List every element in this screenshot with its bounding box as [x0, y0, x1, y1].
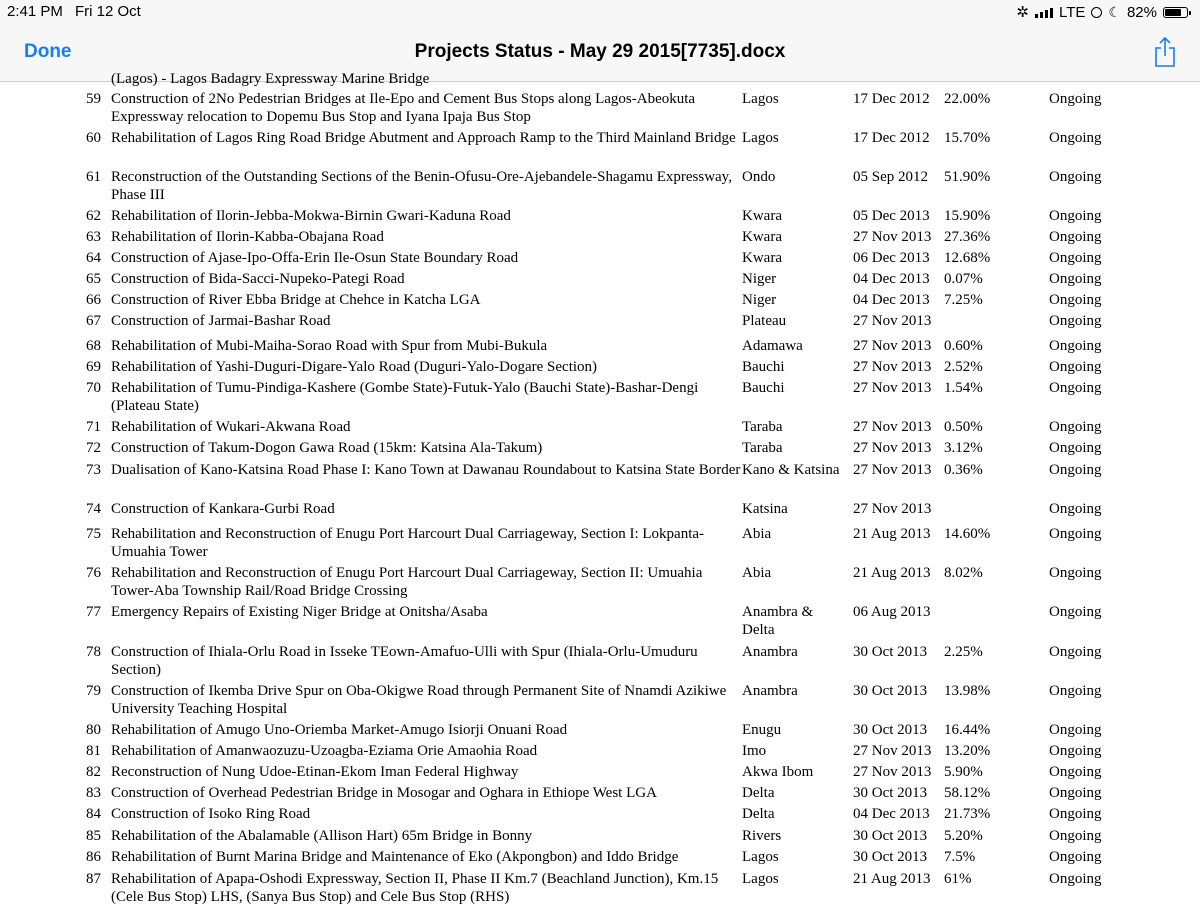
award-date: 27 Nov 2013	[853, 313, 932, 329]
completion-percent: 13.98%	[944, 683, 991, 699]
award-date: 27 Nov 2013	[853, 229, 932, 245]
award-date: 30 Oct 2013	[853, 644, 928, 660]
award-date: 04 Dec 2013	[853, 271, 930, 287]
row-number: 86	[86, 849, 101, 865]
project-description: Rehabilitation of Tumu-Pindiga-Kashere (Gombe State)-Futuk-Yalo (Bauchi State)-Bashar-Dengi (Plateau State)	[111, 380, 699, 414]
project-status: Ongoing	[1049, 462, 1102, 478]
row-number: 71	[86, 419, 101, 435]
project-status: Ongoing	[1049, 229, 1102, 245]
project-status: Ongoing	[1049, 501, 1102, 517]
completion-percent: 51.90%	[944, 169, 991, 185]
row-number: 74	[86, 501, 101, 517]
project-description: Emergency Repairs of Existing Niger Bridge at Onitsha/Asaba	[111, 604, 488, 620]
project-state: Lagos	[742, 130, 779, 146]
award-date: 06 Aug 2013	[853, 604, 931, 620]
project-state: Taraba	[742, 419, 783, 435]
project-description: Rehabilitation of Amanwaozuzu-Uzoagba-Eziama Orie Amaohia Road	[111, 743, 538, 759]
completion-percent: 0.60%	[944, 338, 983, 354]
network-type: LTE	[1059, 3, 1086, 21]
award-date: 17 Dec 2012	[853, 91, 930, 107]
project-state: Plateau	[742, 313, 787, 329]
activity-spinner-icon: ✲	[1016, 4, 1029, 21]
award-date: 05 Sep 2012	[853, 169, 928, 185]
award-date: 17 Dec 2012	[853, 130, 930, 146]
project-status: Ongoing	[1049, 380, 1102, 396]
row-number: 76	[86, 565, 101, 581]
project-status: Ongoing	[1049, 169, 1102, 185]
project-status: Ongoing	[1049, 419, 1102, 435]
project-description: Dualisation of Kano-Katsina Road Phase I: Kano Town at Dawanau Roundabout to Katsina State Border	[111, 462, 741, 478]
completion-percent: 13.20%	[944, 743, 991, 759]
project-state: Bauchi	[742, 359, 785, 375]
completion-percent: 21.73%	[944, 806, 991, 822]
done-button[interactable]: Done	[24, 41, 72, 62]
completion-percent: 3.12%	[944, 440, 983, 456]
project-status: Ongoing	[1049, 828, 1102, 844]
row-number: 61	[86, 169, 101, 185]
row-number: 59	[86, 91, 101, 107]
project-description: Construction of 2No Pedestrian Bridges at Ile-Epo and Cement Bus Stops along Lagos-Abeokuta Expressway relocation to Dopemu Bus Stop and Iyana Ipaja Bus Stop	[111, 91, 696, 125]
cutoff-row-text: (Lagos) - Lagos Badagry Expressway Marine Bridge	[111, 71, 430, 87]
project-status: Ongoing	[1049, 683, 1102, 699]
project-state: Lagos	[742, 849, 779, 865]
completion-percent: 61%	[944, 871, 972, 887]
project-description: Reconstruction of the Outstanding Sections of the Benin-Ofusu-Ore-Ajebandele-Shagamu Expressway, Phase III	[111, 169, 732, 203]
completion-percent: 22.00%	[944, 91, 991, 107]
project-description: Rehabilitation of Mubi-Maiha-Sorao Road with Spur from Mubi-Bukula	[111, 338, 548, 354]
status-right-group	[1016, 3, 1188, 21]
status-date: Fri 12 Oct	[75, 3, 141, 20]
row-number: 78	[86, 644, 101, 660]
project-description: Rehabilitation of Lagos Ring Road Bridge Abutment and Approach Ramp to the Third Mainland Bridge	[111, 130, 736, 146]
completion-percent: 14.60%	[944, 526, 991, 542]
project-state: Rivers	[742, 828, 782, 844]
award-date: 30 Oct 2013	[853, 722, 928, 738]
completion-percent: 2.25%	[944, 644, 983, 660]
project-description: Rehabilitation of Yashi-Duguri-Digare-Yalo Road (Duguri-Yalo-Dogare Section)	[111, 359, 598, 375]
award-date: 27 Nov 2013	[853, 440, 932, 456]
project-status: Ongoing	[1049, 271, 1102, 287]
project-description: Rehabilitation of Wukari-Akwana Road	[111, 419, 351, 435]
row-number: 60	[86, 130, 101, 146]
award-date: 27 Nov 2013	[853, 501, 932, 517]
project-state: Lagos	[742, 91, 779, 107]
project-status: Ongoing	[1049, 359, 1102, 375]
row-number: 69	[86, 359, 101, 375]
row-number: 68	[86, 338, 101, 354]
project-state: Akwa Ibom	[742, 764, 814, 780]
award-date: 27 Nov 2013	[853, 743, 932, 759]
project-status: Ongoing	[1049, 292, 1102, 308]
project-description: Rehabilitation and Reconstruction of Enugu Port Harcourt Dual Carriageway, Section II: Umuahia Tower-Aba Township Rail/Road Bridge Crossing	[111, 565, 703, 599]
completion-percent: 0.50%	[944, 419, 983, 435]
project-status: Ongoing	[1049, 526, 1102, 542]
completion-percent: 1.54%	[944, 380, 983, 396]
award-date: 27 Nov 2013	[853, 764, 932, 780]
do-not-disturb-icon: ☾	[1108, 3, 1121, 20]
project-state: Kano & Katsina	[742, 462, 840, 478]
project-description: Construction of Jarmai-Bashar Road	[111, 313, 331, 329]
project-description: Construction of River Ebba Bridge at Chehce in Katcha LGA	[111, 292, 481, 308]
project-status: Ongoing	[1049, 565, 1102, 581]
project-status: Ongoing	[1049, 849, 1102, 865]
document-title: Projects Status - May 29 2015[7735].docx	[414, 41, 786, 62]
project-state: Bauchi	[742, 380, 785, 396]
share-icon[interactable]	[1153, 36, 1177, 68]
project-description: Construction of Bida-Sacci-Nupeko-Pategi Road	[111, 271, 405, 287]
status-bar	[0, 0, 1200, 24]
project-state: Enugu	[742, 722, 782, 738]
row-number: 70	[86, 380, 101, 396]
award-date: 30 Oct 2013	[853, 683, 928, 699]
project-state: Kwara	[742, 229, 782, 245]
project-description: Construction of Overhead Pedestrian Bridge in Mosogar and Oghara in Ethiope West LGA	[111, 785, 657, 801]
row-number: 84	[86, 806, 101, 822]
completion-percent: 7.5%	[944, 849, 976, 865]
project-description: Rehabilitation of Ilorin-Jebba-Mokwa-Birnin Gwari-Kaduna Road	[111, 208, 511, 224]
row-number: 65	[86, 271, 101, 287]
row-number: 83	[86, 785, 101, 801]
project-status: Ongoing	[1049, 91, 1102, 107]
project-state: Abia	[742, 526, 772, 542]
completion-percent: 7.25%	[944, 292, 983, 308]
project-state: Imo	[742, 743, 767, 759]
project-description: Construction of Ikemba Drive Spur on Oba-Okigwe Road through Permanent Site of Nnamdi Azikiwe University Teaching Hospital	[111, 683, 727, 717]
row-number: 72	[86, 440, 101, 456]
project-description: Rehabilitation of the Abalamable (Allison Hart) 65m Bridge in Bonny	[111, 828, 533, 844]
project-status: Ongoing	[1049, 644, 1102, 660]
award-date: 04 Dec 2013	[853, 292, 930, 308]
project-description: Construction of Kankara-Gurbi Road	[111, 501, 335, 517]
document-view[interactable]	[0, 71, 1200, 905]
row-number: 81	[86, 743, 101, 759]
award-date: 21 Aug 2013	[853, 526, 931, 542]
status-time: 2:41 PM	[7, 3, 63, 20]
award-date: 30 Oct 2013	[853, 785, 928, 801]
row-number: 75	[86, 526, 101, 542]
award-date: 27 Nov 2013	[853, 462, 932, 478]
project-description: Rehabilitation of Burnt Marina Bridge and Maintenance of Eko (Akpongbon) and Iddo Bridge	[111, 849, 679, 865]
completion-percent: 16.44%	[944, 722, 991, 738]
project-status: Ongoing	[1049, 871, 1102, 887]
project-description: Rehabilitation of Ilorin-Kabba-Obajana Road	[111, 229, 384, 245]
award-date: 05 Dec 2013	[853, 208, 930, 224]
project-status: Ongoing	[1049, 785, 1102, 801]
project-description: Rehabilitation and Reconstruction of Enugu Port Harcourt Dual Carriageway, Section I: Lokpanta-Umuahia Tower	[111, 526, 705, 560]
project-description: Reconstruction of Nung Udoe-Etinan-Ekom Iman Federal Highway	[111, 764, 519, 780]
project-state: Niger	[742, 292, 777, 308]
project-description: Rehabilitation of Apapa-Oshodi Expressway, Section II, Phase II Km.7 (Beachland Junction), Km.15 (Cele Bus Stop) LHS, (Sanya Bus Stop) and Cele Bus Stop (RHS)	[111, 871, 719, 905]
project-description: Rehabilitation of Amugo Uno-Oriemba Market-Amugo Isiorji Onuani Road	[111, 722, 568, 738]
project-status: Ongoing	[1049, 604, 1102, 620]
project-status: Ongoing	[1049, 440, 1102, 456]
completion-percent: 0.36%	[944, 462, 983, 478]
project-state: Anambra	[742, 644, 798, 660]
award-date: 06 Dec 2013	[853, 250, 930, 266]
project-state: Adamawa	[742, 338, 803, 354]
completion-percent: 15.90%	[944, 208, 991, 224]
award-date: 27 Nov 2013	[853, 380, 932, 396]
completion-percent: 5.20%	[944, 828, 983, 844]
cellular-signal-icon	[1035, 6, 1053, 18]
project-state: Lagos	[742, 871, 779, 887]
completion-percent: 27.36%	[944, 229, 991, 245]
award-date: 30 Oct 2013	[853, 828, 928, 844]
award-date: 27 Nov 2013	[853, 338, 932, 354]
project-state: Katsina	[742, 501, 788, 517]
project-state: Delta	[742, 785, 775, 801]
project-status: Ongoing	[1049, 208, 1102, 224]
row-number: 82	[86, 764, 101, 780]
row-number: 63	[86, 229, 101, 245]
project-description: Construction of Takum-Dogon Gawa Road (15km: Katsina Ala-Takum)	[111, 440, 543, 456]
project-state: Anambra & Delta	[742, 604, 814, 638]
award-date: 21 Aug 2013	[853, 565, 931, 581]
completion-percent: 8.02%	[944, 565, 983, 581]
row-number: 77	[86, 604, 101, 620]
project-status: Ongoing	[1049, 338, 1102, 354]
row-number: 67	[86, 313, 101, 329]
project-state: Delta	[742, 806, 775, 822]
project-state: Abia	[742, 565, 772, 581]
project-status: Ongoing	[1049, 250, 1102, 266]
row-number: 64	[86, 250, 101, 266]
project-state: Anambra	[742, 683, 798, 699]
row-number: 73	[86, 462, 101, 478]
project-status: Ongoing	[1049, 743, 1102, 759]
project-status: Ongoing	[1049, 313, 1102, 329]
completion-percent: 15.70%	[944, 130, 991, 146]
award-date: 27 Nov 2013	[853, 419, 932, 435]
award-date: 21 Aug 2013	[853, 871, 931, 887]
row-number: 62	[86, 208, 101, 224]
award-date: 30 Oct 2013	[853, 849, 928, 865]
project-state: Kwara	[742, 208, 782, 224]
row-number: 66	[86, 292, 101, 308]
completion-percent: 2.52%	[944, 359, 983, 375]
project-state: Niger	[742, 271, 777, 287]
row-number: 85	[86, 828, 101, 844]
orientation-lock-icon	[1091, 7, 1102, 18]
award-date: 04 Dec 2013	[853, 806, 930, 822]
project-state: Kwara	[742, 250, 782, 266]
completion-percent: 5.90%	[944, 764, 983, 780]
project-state: Taraba	[742, 440, 783, 456]
row-number: 87	[86, 871, 101, 887]
award-date: 27 Nov 2013	[853, 359, 932, 375]
project-status: Ongoing	[1049, 130, 1102, 146]
project-description: Construction of Isoko Ring Road	[111, 806, 311, 822]
project-description: Construction of Ihiala-Orlu Road in Isseke TEown-Amafuo-Ulli with Spur (Ihiala-Orlu-Umuduru Section)	[111, 644, 698, 678]
completion-percent: 0.07%	[944, 271, 983, 287]
battery-icon	[1163, 7, 1188, 18]
project-status: Ongoing	[1049, 722, 1102, 738]
project-status: Ongoing	[1049, 806, 1102, 822]
row-number: 79	[86, 683, 101, 699]
project-status: Ongoing	[1049, 764, 1102, 780]
project-description: Construction of Ajase-Ipo-Offa-Erin Ile-Osun State Boundary Road	[111, 250, 519, 266]
completion-percent: 58.12%	[944, 785, 991, 801]
battery-percent: 82%	[1126, 3, 1157, 21]
project-state: Ondo	[742, 169, 776, 185]
completion-percent: 12.68%	[944, 250, 991, 266]
row-number: 80	[86, 722, 101, 738]
